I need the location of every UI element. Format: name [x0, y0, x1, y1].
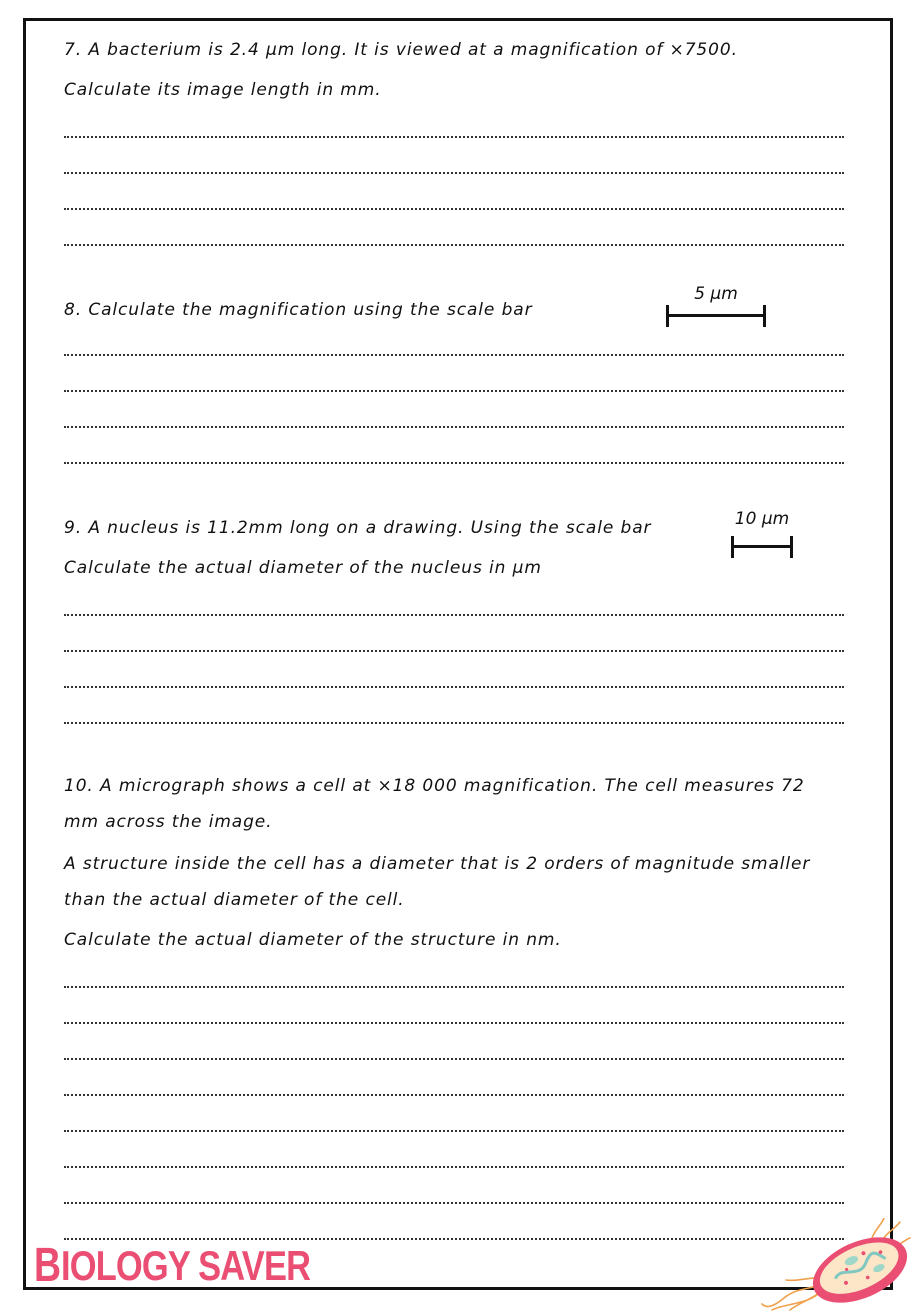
answer-line[interactable]	[64, 354, 844, 356]
scale-bar-label: 5 μm	[694, 284, 738, 304]
question-9-line-1: 9. A nucleus is 11.2mm long on a drawing. Using the scale bar	[64, 518, 652, 538]
answer-line[interactable]	[64, 390, 844, 392]
answer-line[interactable]	[64, 614, 844, 616]
question-10-line-2: mm across the image.	[64, 812, 273, 832]
scale-bar-tick	[763, 305, 766, 327]
answer-line[interactable]	[64, 1238, 844, 1240]
question-10-line-3: A structure inside the cell has a diameter that is 2 orders of magnitude smaller	[64, 854, 811, 874]
answer-line[interactable]	[64, 1094, 844, 1096]
answer-line[interactable]	[64, 244, 844, 246]
question-10-line-4: than the actual diameter of the cell.	[64, 890, 405, 910]
answer-line[interactable]	[64, 426, 844, 428]
answer-line[interactable]	[64, 208, 844, 210]
answer-line[interactable]	[64, 650, 844, 652]
question-7-line-1: 7. A bacterium is 2.4 μm long. It is viewed at a magnification of ×7500.	[64, 40, 738, 60]
scale-bar-tick	[731, 536, 734, 558]
answer-line[interactable]	[64, 686, 844, 688]
answer-line[interactable]	[64, 1166, 844, 1168]
answer-line[interactable]	[64, 722, 844, 724]
logo-initial: B	[34, 1239, 62, 1292]
scale-bar-tick	[790, 536, 793, 558]
scale-bar-label: 10 μm	[734, 509, 790, 529]
answer-line[interactable]	[64, 136, 844, 138]
scale-bar-line	[731, 545, 793, 548]
answer-line[interactable]	[64, 1022, 844, 1024]
scale-bar-tick	[666, 305, 669, 327]
answer-line[interactable]	[64, 462, 844, 464]
scale-bar-10um	[731, 509, 793, 561]
logo-text: IOLOGY SAVER	[60, 1242, 310, 1289]
answer-line[interactable]	[64, 172, 844, 174]
answer-line[interactable]	[64, 986, 844, 988]
answer-line[interactable]	[64, 1202, 844, 1204]
bacterium-illustration-icon	[760, 1218, 912, 1312]
question-7-line-2: Calculate its image length in mm.	[64, 80, 382, 100]
question-8-line-1: 8. Calculate the magnification using the scale bar	[64, 300, 533, 320]
question-10-line-5: Calculate the actual diameter of the structure in nm.	[64, 930, 562, 950]
question-9-line-2: Calculate the actual diameter of the nucleus in μm	[64, 558, 542, 578]
answer-line[interactable]	[64, 1058, 844, 1060]
biology-saver-logo	[34, 1239, 365, 1292]
scale-bar-5um	[666, 284, 766, 330]
question-10-line-1: 10. A micrograph shows a cell at ×18 000 magnification. The cell measures 72	[64, 776, 805, 796]
answer-line[interactable]	[64, 1130, 844, 1132]
scale-bar-line	[666, 314, 766, 317]
